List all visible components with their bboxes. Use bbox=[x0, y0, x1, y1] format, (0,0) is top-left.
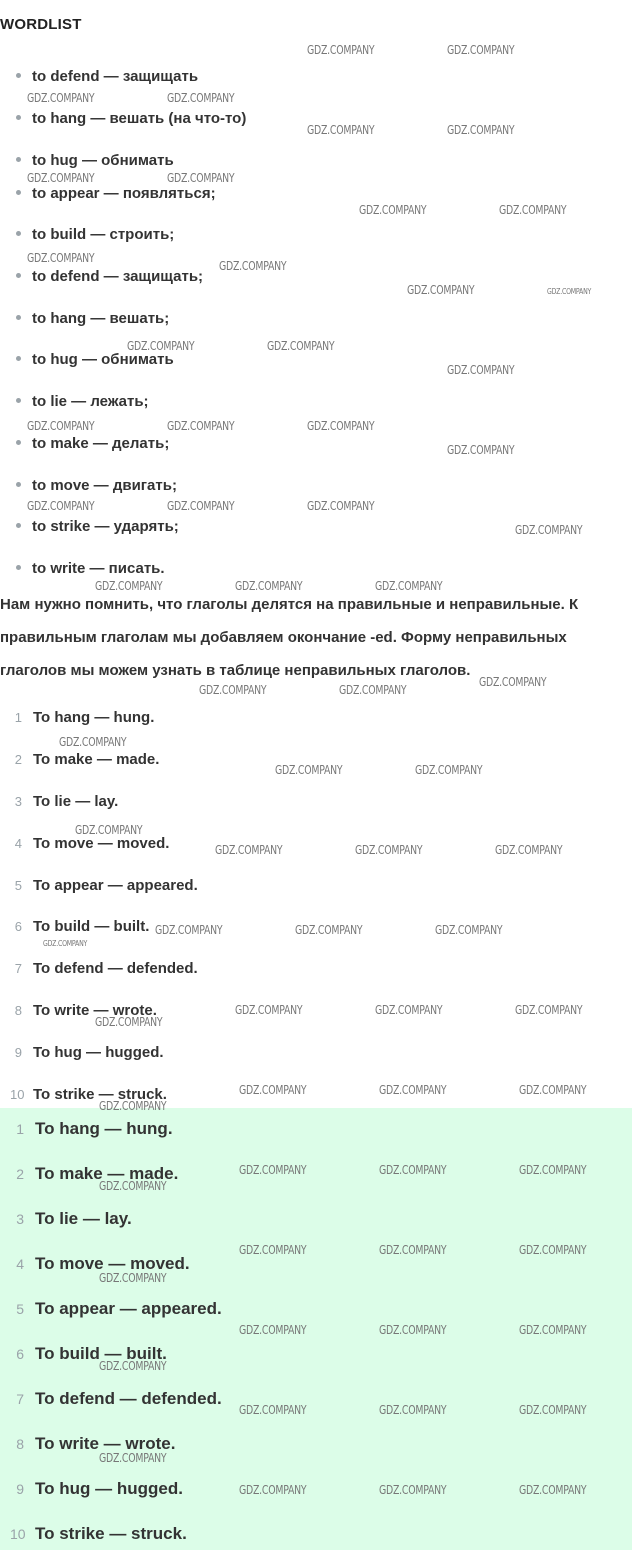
watermark: GDZ.COMPANY bbox=[27, 171, 95, 185]
answer-box bbox=[0, 1108, 632, 1550]
list-item: 2 To make — made. bbox=[14, 751, 160, 768]
watermark: GDZ.COMPANY bbox=[239, 1483, 307, 1497]
watermark: GDZ.COMPANY bbox=[199, 683, 267, 697]
watermark: GDZ.COMPANY bbox=[235, 579, 303, 593]
watermark: GDZ.COMPANY bbox=[59, 735, 127, 749]
list-item: 10 To strike — struck. bbox=[10, 1524, 187, 1543]
watermark: GDZ.COMPANY bbox=[515, 523, 583, 537]
watermark: GDZ.COMPANY bbox=[407, 283, 475, 297]
watermark: GDZ.COMPANY bbox=[99, 1451, 167, 1465]
watermark: GDZ.COMPANY bbox=[447, 363, 515, 377]
watermark: GDZ.COMPANY bbox=[307, 419, 375, 433]
list-item: 3 To lie — lay. bbox=[16, 1209, 132, 1228]
list-item: 1 To hang — hung. bbox=[14, 709, 155, 726]
watermark: GDZ.COMPANY bbox=[99, 1271, 167, 1285]
explanation-paragraph: Нам нужно помнить, что глаголы делятся на правильные и неправильные. К правильным глаголам мы добавляем окончание -ed. Форму неправильных глаголов мы можем узнать в таблице неправильных глаголов. bbox=[0, 596, 579, 679]
list-item: to strike — ударять; bbox=[16, 518, 179, 535]
list-item: 8 To write — wrote. bbox=[14, 1002, 157, 1019]
watermark: GDZ.COMPANY bbox=[239, 1163, 307, 1177]
watermark: GDZ.COMPANY bbox=[547, 287, 592, 296]
list-item: to move — двигать; bbox=[16, 477, 177, 494]
watermark: GDZ.COMPANY bbox=[75, 823, 143, 837]
watermark: GDZ.COMPANY bbox=[95, 1015, 163, 1029]
wordlist-title: WORDLIST bbox=[0, 16, 82, 33]
watermark: GDZ.COMPANY bbox=[307, 123, 375, 137]
watermark: GDZ.COMPANY bbox=[155, 923, 223, 937]
list-item: to hug — обнимать bbox=[16, 351, 174, 368]
watermark: GDZ.COMPANY bbox=[515, 1003, 583, 1017]
watermark: GDZ.COMPANY bbox=[167, 91, 235, 105]
watermark: GDZ.COMPANY bbox=[239, 1403, 307, 1417]
watermark: GDZ.COMPANY bbox=[27, 419, 95, 433]
list-item: 7 To defend — defended. bbox=[16, 1389, 222, 1408]
bullet-icon bbox=[16, 440, 21, 445]
bullet-icon bbox=[16, 190, 21, 195]
watermark: GDZ.COMPANY bbox=[27, 91, 95, 105]
bullet-icon bbox=[16, 482, 21, 487]
watermark: GDZ.COMPANY bbox=[519, 1403, 587, 1417]
bullet-icon bbox=[16, 73, 21, 78]
watermark: GDZ.COMPANY bbox=[519, 1323, 587, 1337]
watermark: GDZ.COMPANY bbox=[99, 1359, 167, 1373]
bullet-icon bbox=[16, 273, 21, 278]
list-item: to make — делать; bbox=[16, 435, 169, 452]
list-item: to defend — защищать bbox=[16, 68, 198, 85]
list-item: to hang — вешать (на что-то) bbox=[16, 110, 246, 127]
watermark: GDZ.COMPANY bbox=[27, 251, 95, 265]
bullet-icon bbox=[16, 356, 21, 361]
watermark: GDZ.COMPANY bbox=[519, 1243, 587, 1257]
watermark: GDZ.COMPANY bbox=[307, 43, 375, 57]
watermark: GDZ.COMPANY bbox=[27, 499, 95, 513]
watermark: GDZ.COMPANY bbox=[215, 843, 283, 857]
watermark: GDZ.COMPANY bbox=[499, 203, 567, 217]
watermark: GDZ.COMPANY bbox=[479, 675, 547, 689]
watermark: GDZ.COMPANY bbox=[375, 579, 443, 593]
watermark: GDZ.COMPANY bbox=[379, 1243, 447, 1257]
bullet-icon bbox=[16, 157, 21, 162]
watermark: GDZ.COMPANY bbox=[127, 339, 195, 353]
watermark: GDZ.COMPANY bbox=[519, 1483, 587, 1497]
watermark: GDZ.COMPANY bbox=[435, 923, 503, 937]
watermark: GDZ.COMPANY bbox=[43, 939, 88, 948]
list-item: 9 To hug — hugged. bbox=[14, 1044, 164, 1061]
list-item: to lie — лежать; bbox=[16, 393, 149, 410]
bullet-icon bbox=[16, 115, 21, 120]
list-item: 6 To build — built. bbox=[14, 918, 150, 935]
bullet-icon bbox=[16, 523, 21, 528]
watermark: GDZ.COMPANY bbox=[447, 443, 515, 457]
watermark: GDZ.COMPANY bbox=[239, 1323, 307, 1337]
watermark: GDZ.COMPANY bbox=[295, 923, 363, 937]
watermark: GDZ.COMPANY bbox=[519, 1083, 587, 1097]
list-item: 9 To hug — hugged. bbox=[16, 1479, 183, 1498]
list-item: 7 To defend — defended. bbox=[14, 960, 198, 977]
list-item: 8 To write — wrote. bbox=[16, 1434, 176, 1453]
watermark: GDZ.COMPANY bbox=[167, 419, 235, 433]
watermark: GDZ.COMPANY bbox=[95, 579, 163, 593]
list-item: to build — строить; bbox=[16, 226, 174, 243]
watermark: GDZ.COMPANY bbox=[495, 843, 563, 857]
watermark: GDZ.COMPANY bbox=[447, 43, 515, 57]
watermark: GDZ.COMPANY bbox=[379, 1403, 447, 1417]
watermark: GDZ.COMPANY bbox=[339, 683, 407, 697]
list-item: to write — писать. bbox=[16, 560, 165, 577]
watermark: GDZ.COMPANY bbox=[219, 259, 287, 273]
watermark: GDZ.COMPANY bbox=[355, 843, 423, 857]
list-item: 1 To hang — hung. bbox=[16, 1119, 173, 1138]
watermark: GDZ.COMPANY bbox=[307, 499, 375, 513]
watermark: GDZ.COMPANY bbox=[99, 1099, 167, 1113]
watermark: GDZ.COMPANY bbox=[379, 1083, 447, 1097]
watermark: GDZ.COMPANY bbox=[167, 499, 235, 513]
watermark: GDZ.COMPANY bbox=[167, 171, 235, 185]
bullet-icon bbox=[16, 398, 21, 403]
watermark: GDZ.COMPANY bbox=[239, 1243, 307, 1257]
watermark: GDZ.COMPANY bbox=[379, 1163, 447, 1177]
list-item: 5 To appear — appeared. bbox=[16, 1299, 222, 1318]
list-item: 4 To move — moved. bbox=[14, 835, 170, 852]
bullet-icon bbox=[16, 231, 21, 236]
list-item: 3 To lie — lay. bbox=[14, 793, 119, 810]
list-item: 5 To appear — appeared. bbox=[14, 877, 198, 894]
watermark: GDZ.COMPANY bbox=[415, 763, 483, 777]
bullet-icon bbox=[16, 565, 21, 570]
watermark: GDZ.COMPANY bbox=[519, 1163, 587, 1177]
list-item: to hang — вешать; bbox=[16, 310, 169, 327]
watermark: GDZ.COMPANY bbox=[235, 1003, 303, 1017]
bullet-icon bbox=[16, 315, 21, 320]
list-item: 6 To build — built. bbox=[16, 1344, 167, 1363]
list-item: to defend — защищать; bbox=[16, 268, 203, 285]
list-item: 4 To move — moved. bbox=[16, 1254, 190, 1273]
watermark: GDZ.COMPANY bbox=[379, 1323, 447, 1337]
watermark: GDZ.COMPANY bbox=[267, 339, 335, 353]
list-item: to appear — появляться; bbox=[16, 185, 216, 202]
watermark: GDZ.COMPANY bbox=[239, 1083, 307, 1097]
watermark: GDZ.COMPANY bbox=[379, 1483, 447, 1497]
watermark: GDZ.COMPANY bbox=[447, 123, 515, 137]
list-item: 10 To strike — struck. bbox=[10, 1086, 167, 1103]
watermark: GDZ.COMPANY bbox=[275, 763, 343, 777]
list-item: to hug — обнимать bbox=[16, 152, 174, 169]
watermark: GDZ.COMPANY bbox=[359, 203, 427, 217]
list-item: 2 To make — made. bbox=[16, 1164, 179, 1183]
watermark: GDZ.COMPANY bbox=[99, 1179, 167, 1193]
watermark: GDZ.COMPANY bbox=[375, 1003, 443, 1017]
